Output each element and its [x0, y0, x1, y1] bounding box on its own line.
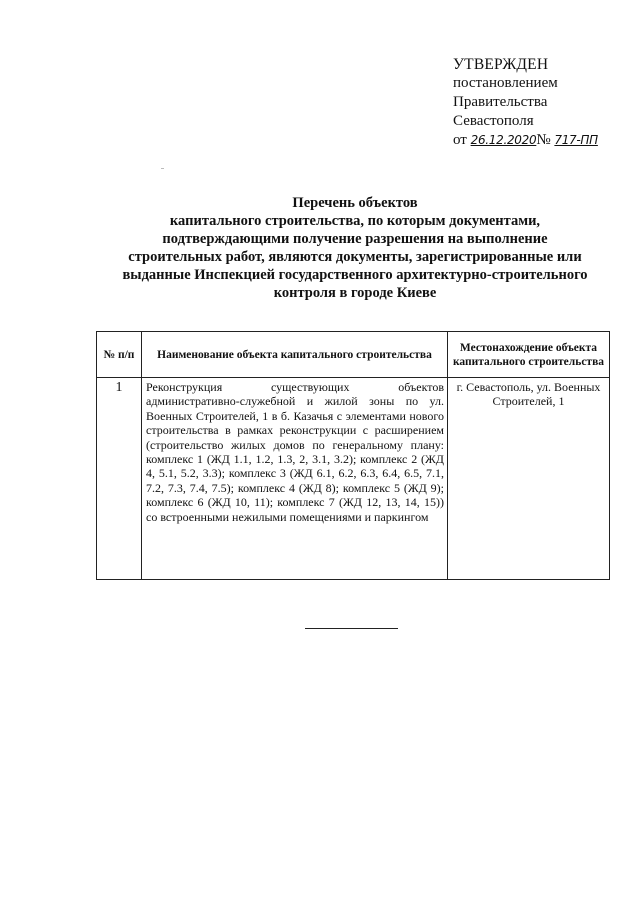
table-header-row — [97, 332, 610, 378]
approval-number: 717-ПП — [554, 133, 598, 147]
header-num: № п/п — [97, 332, 142, 378]
approval-date-line — [453, 131, 623, 150]
header-location: Местонахождение объекта капитального строительства — [448, 332, 610, 378]
approval-date: 26.12.2020 — [470, 133, 537, 147]
approval-line-city: Севастополя — [453, 113, 534, 129]
approval-date-prefix: от — [453, 132, 467, 148]
approval-stamp — [453, 55, 623, 150]
table-row — [97, 378, 610, 580]
header-name: Наименование объекта капитального строительства — [142, 332, 448, 378]
row-object-name: Реконструкция существующих объектов административно-служебной и жилой зоны по ул. Военных Строителей, 1 в б. Казачья с элементами нового строительства в рамках реконструкции с расширением (строительство жилых домов по генеральному плану: комплекс 1 (ЖД 1.1, 1.2, 1.3, 2, 3.1, 3.2); комплекс 2 (ЖД 4, 5.1, 5.2, 3.3); комплекс 3 (ЖД 6.1, 6.2, 6.3, 6.4, 6.5, 7.1, 7.2, 7.3, 7.4, 7.5); комплекс 4 (ЖД 8); комплекс 5 (ЖД 9); комплекс 6 (ЖД 10, 11); комплекс 7 (ЖД 12, 13, 14, 15)) со встроенными нежилыми помещениями и паркингом — [142, 378, 448, 580]
objects-table — [96, 331, 610, 580]
title-line-1: Перечень объектов — [292, 195, 418, 211]
document-title — [95, 194, 615, 302]
approval-line-resolution: постановлением — [453, 75, 558, 91]
scan-speck — [161, 168, 164, 169]
title-line-3: подтверждающими получение разрешения на выполнение — [162, 231, 548, 247]
approval-line-government: Правительства — [453, 94, 548, 110]
title-line-5: выданные Инспекцией государственного архитектурно-строительного — [122, 267, 588, 283]
approval-heading: УТВЕРЖДЕН — [453, 56, 549, 73]
title-line-2: капитального строительства, по которым документами, — [169, 213, 541, 229]
row-location: г. Севастополь, ул. Военных Строителей, 1 — [448, 378, 610, 580]
row-num: 1 — [97, 378, 142, 580]
approval-number-sign: № — [536, 132, 551, 148]
closing-rule — [305, 628, 398, 629]
title-line-6: контроля в городе Киеве — [273, 285, 437, 301]
title-line-4: строительных работ, являются документы, зарегистрированные или — [128, 249, 582, 265]
